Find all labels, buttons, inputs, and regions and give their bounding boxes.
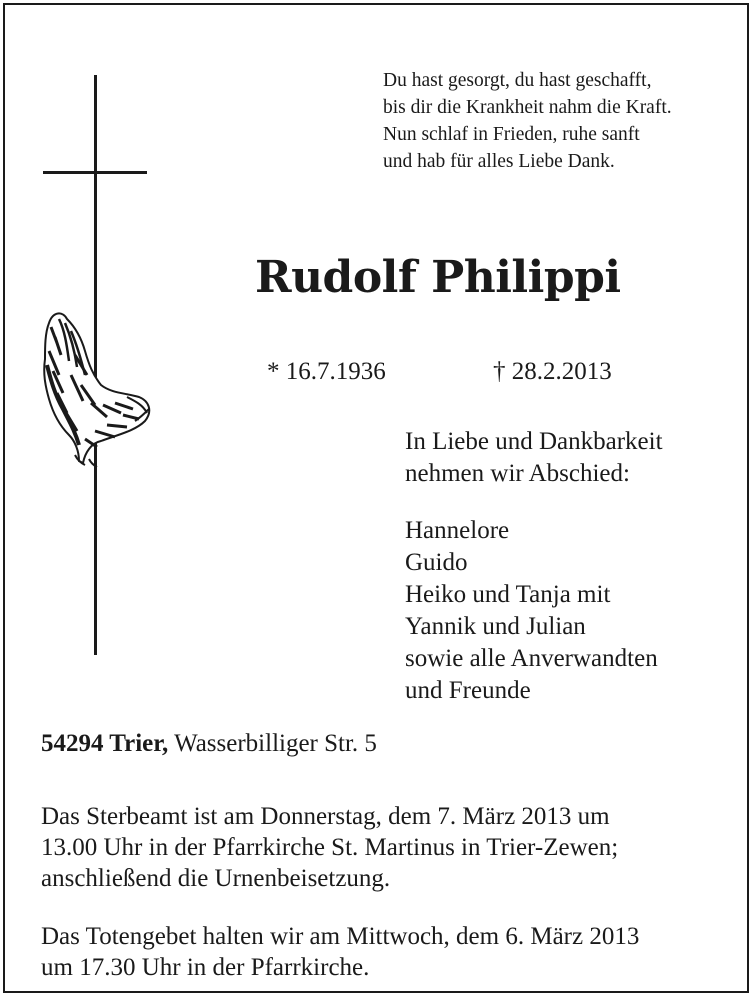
poem xyxy=(383,67,743,175)
poem-line: und hab für alles Liebe Dank. xyxy=(383,151,615,172)
mourner: und Freunde xyxy=(405,677,531,704)
mourner: Guido xyxy=(405,549,468,576)
farewell-line: nehmen wir Abschied: xyxy=(405,459,630,487)
cross-icon xyxy=(35,75,165,665)
farewell-text xyxy=(405,426,745,489)
service-line: Das Sterbeamt ist am Donnerstag, dem 7. März 2013 um xyxy=(41,803,610,830)
prayer-info xyxy=(41,921,741,983)
mourner: sowie alle Anverwandten xyxy=(405,645,658,672)
service-line: 13.00 Uhr in der Pfarrkirche St. Martinus in Trier-Zewen; xyxy=(41,834,619,861)
service-info xyxy=(41,801,741,894)
mourner: Hannelore xyxy=(405,517,510,544)
deceased-name: Rudolf Philippi xyxy=(255,252,621,303)
poem-line: bis dir die Krankheit nahm die Kraft. xyxy=(383,97,672,118)
birth-date: * 16.7.1936 xyxy=(267,358,386,385)
poem-line: Nun schlaf in Frieden, ruhe sanft xyxy=(383,124,640,145)
prayer-line: Das Totengebet halten wir am Mittwoch, dem 6. März 2013 xyxy=(41,923,640,950)
address-city: 54294 Trier, xyxy=(41,730,169,757)
poem-line: Du hast gesorgt, du hast geschafft, xyxy=(383,70,652,91)
service-line: anschließend die Urnenbeisetzung. xyxy=(41,865,391,892)
address-street: Wasserbilliger Str. 5 xyxy=(168,730,377,757)
mourners-list xyxy=(405,515,745,707)
farewell-line: In Liebe und Dankbarkeit xyxy=(405,428,663,455)
mourner: Heiko und Tanja mit xyxy=(405,581,611,608)
prayer-line: um 17.30 Uhr in der Pfarrkirche. xyxy=(41,954,370,981)
death-date: † 28.2.2013 xyxy=(493,358,612,385)
address xyxy=(41,729,741,759)
mourner: Yannik und Julian xyxy=(405,613,586,640)
obituary-frame xyxy=(3,3,749,993)
